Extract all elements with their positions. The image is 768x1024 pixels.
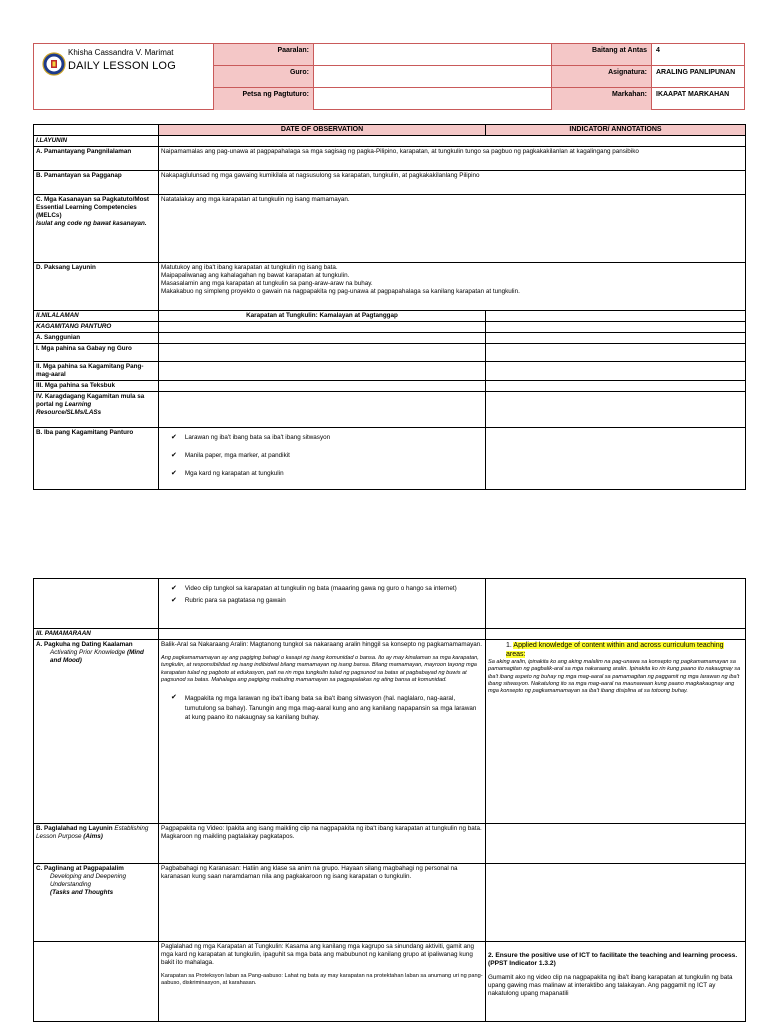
sanggunian-label: A. Sanggunian — [34, 333, 159, 344]
col-indicator-header: INDICATOR/ ANNOTATIONS — [486, 125, 746, 136]
melc-text: Natatalakay ang mga karapatan at tungkulin ng isang mamamayan. — [159, 195, 746, 263]
list-item: ✔ Rubric para sa pagtatasa ng gawain — [171, 597, 286, 604]
teksbuk-label: III. Mga pahina sa Teksbuk — [34, 381, 159, 392]
checkmark-icon: ✔ — [171, 452, 177, 459]
baitang-label: Baitang at Antas — [552, 44, 652, 66]
lesson-table-page1 — [33, 124, 746, 490]
empty-cell — [486, 824, 746, 864]
empty-cell — [159, 381, 486, 392]
empty-cell — [486, 428, 746, 490]
deped-logo — [42, 52, 66, 76]
melc-label-cell — [34, 195, 159, 263]
pamantayang-pangnilalaman-label: A. Pamantayang Pangnilalaman — [34, 147, 159, 171]
proteksyon-text: Karapatan sa Proteksyon laban sa Pang-aabuso: Lahat ng bata ay may karapatan na protektahan laban sa anumang uri ng pang-aabuso, diskriminasyon, at karahasan. — [161, 973, 483, 987]
indicator-2-text: Gumamit ako ng video clip na nagpapakita ng iba't ibang karapatan at tungkulin ng bata upang gawing mas malinaw at interaktibo ang talakayan. Ang paggamit ng ICT ay nakatulong upang mapanatili — [488, 974, 733, 997]
karagdagan-label: IV. Karagdagang Kagamitan mula sa portal ng — [36, 393, 145, 408]
kagamitan-mag-aaral-label: II. Mga pahina sa Kagamitang Pang-mag-aaral — [34, 362, 159, 381]
checkmark-icon: ✔ — [171, 585, 177, 592]
layunin-heading: I.LAYUNIN — [34, 136, 159, 147]
karagdagan-label-italic: Learning Resource/SLMs/LASs — [36, 401, 102, 416]
pagkuha-label: A. Pagkuha ng Dating Kaalaman — [36, 641, 133, 648]
paaralan-value[interactable] — [314, 44, 552, 66]
checkmark-icon: ✔ — [171, 434, 177, 441]
empty-cell — [486, 362, 746, 381]
pagkuha-label-mind: (Mind and Mood) — [50, 649, 144, 664]
petsa-label: Petsa ng Pagtuturo: — [214, 88, 314, 110]
iba-kagamitan-cell — [159, 428, 486, 490]
gabay-label: I. Mga pahina sa Gabay ng Guro — [34, 344, 159, 362]
empty-cell — [486, 864, 746, 942]
indicator-1-number: 1. — [506, 642, 512, 649]
empty-cell — [159, 333, 486, 344]
paglinang-label-cell — [34, 864, 159, 942]
col-date-header: DATE OF OBSERVATION — [159, 125, 486, 136]
petsa-value[interactable] — [314, 88, 552, 110]
paaralan-label: Paaralan: — [214, 44, 314, 66]
list-item: ✔ Video clip tungkol sa karapatan at tungkulin ng bata (maaaring gawa ng guro o hango sa internet) — [171, 585, 457, 592]
asignatura-value[interactable]: ARALING PANLIPUNAN — [652, 66, 745, 88]
iba-kagamitan-label: B. Iba pang Kagamitang Panturo — [34, 428, 159, 490]
paglalahad-label: B. Paglalahad ng Layunin — [36, 825, 113, 832]
paglinang-label-tasks: (Tasks and Thoughts — [50, 889, 114, 896]
markahan-label: Markahan: — [552, 88, 652, 110]
empty-cell — [486, 629, 746, 640]
karagdagan-cell — [34, 392, 159, 428]
empty-cell — [159, 392, 486, 428]
empty-cell — [159, 362, 486, 381]
paglinang-label-italic: Developing and Deepening Understanding — [50, 873, 126, 888]
empty-cell — [486, 381, 746, 392]
markahan-value[interactable]: IKAAPAT MARKAHAN — [656, 91, 730, 98]
nilalaman-topic: Karapatan at Tungkulin: Kamalayan at Pagtanggap — [159, 311, 486, 322]
asignatura-label: Asignatura: — [552, 66, 652, 88]
paglinang-text: Pagbabahagi ng Karanasan: Hatiin ang klase sa anim na grupo. Hayaan silang magbahagi ng personal na karanasan kung saan naramdaman nila ang pagkakaroon ng isang karapatan o tungkulin. — [159, 864, 486, 942]
pamantayan-pagganap-text: Nakapaglulunsad ng mga gawaing kumikilala at nagsusulong sa karapatan, tungkulin, at pagkakakilanlang Pilipino — [159, 171, 746, 195]
checkmark-icon: ✔ — [171, 597, 177, 604]
indicator-1-text: Sa aking aralin, ipinakita ko ang aking malalim na pag-unawa sa konsepto ng pagkamamamayan sa pamamagitan ng pagbalik-aral sa mga nakaraang aralin. Ipinakita ko rin kung paano ito nakaugnay sa iba't ibang aspeto ng buhay ng mga mag-aaral sa pamamagitan ng paggamit ng mga larawan ng iba't ibang sitwasyon. Nakatulong ito sa mga mag-aaral na maunawaan kung paano magkakaugnay ang mga konsepto ng pagkamamamayan sa iba't ibang disiplina at sa totoong buhay. — [488, 659, 741, 695]
pagkuha-italic-text: Ang pagkamamamayan ay ang pagiging bahagi o kasapi ng isang komunidad o bansa. Ito ay may kinalaman sa mga karapatan, tungkulin, at responsibilidad ng isang indibidwal bilang mamamayan ng isang bansa. Bilang mamamayan, mayroon tayong mga karapatan tulad ng pagboto at edukasyon, pati na rin mga tungkulin tulad ng pagsunod sa batas at pagbabayad ng buwis at pagsunod sa batas. Mahalaga ang pagiging mabuting mamamayan sa pagpapalakas ng ating bansa at komunidad. — [161, 655, 479, 683]
paksang-layunin-line: Makakabuo ng simpleng proyekto o gawain na nagpapakita ng pag-unawa at pagpapahalaga sa kanilang karapatan at tungkulin. — [161, 288, 520, 295]
nilalaman-fill — [486, 311, 746, 322]
empty-cell — [486, 392, 746, 428]
kagamitan-heading: KAGAMITANG PANTURO — [34, 322, 159, 333]
paglalahad-label-italic: Establishing Lesson Purpose — [36, 825, 149, 840]
baitang-value[interactable]: 4 — [652, 44, 745, 66]
pamantayang-pangnilalaman-text: Naipamamalas ang pag-unawa at pagpapahalaga sa mga sagisag ng pagka-Pilipino, karapatan, at tungkulin tungo sa pagbuo ng pagkakakilanlan at kagalingang pansibiko — [159, 147, 746, 171]
pagkuha-content-cell — [159, 640, 486, 824]
page-title: DAILY LESSON LOG — [68, 60, 176, 72]
indicator-2-title: 2. Ensure the positive use of ICT to facilitate the teaching and learning process. (PPST Indicator 1.3.2) — [488, 952, 738, 967]
paksang-layunin-label: D. Paksang Layunin — [34, 263, 159, 311]
blank-header-cell — [34, 125, 159, 136]
empty-cell — [34, 942, 159, 1022]
layunin-heading-fill — [159, 136, 746, 147]
lesson-table-page2 — [33, 578, 746, 1022]
teacher-name: Khisha Cassandra V. Marimat — [68, 48, 174, 57]
pagkuha-label-cell — [34, 640, 159, 824]
empty-cell — [486, 333, 746, 344]
pamamaraan-heading: III. PAMAMARAAN — [34, 629, 159, 640]
melc-label: C. Mga Kasanayan sa Pagkatuto/Most Essential Learning Competencies (MELCs) — [36, 196, 150, 219]
paksang-layunin-line: Matutukoy ang iba't ibang karapatan at tungkulin ng isang bata. — [161, 264, 338, 271]
empty-cell — [486, 579, 746, 629]
header-title-cell — [34, 44, 214, 110]
list-item: ✔ Magpakita ng mga larawan ng iba't ibang bata sa iba't ibang sitwasyon (hal. naglalaro, nag-aaral, tumutulong sa bahay). Tanungin ang mga mag-aaral kung ano ang kanilang napapansin sa mga larawan at kung paano ito nakaugnay sa kanilang buhay. — [171, 694, 477, 722]
paglalahad-label-cell — [34, 824, 159, 864]
indicator-1-cell — [486, 640, 746, 824]
empty-cell — [159, 322, 486, 333]
empty-cell — [34, 579, 159, 629]
empty-cell — [486, 322, 746, 333]
pagkuha-text: Balik-Aral sa Nakaraang Aralin: Magtanong tungkol sa nakaraang aralin hinggil sa konsepto ng pagkamamamayan. — [161, 641, 482, 648]
guro-label: Guro: — [214, 66, 314, 88]
indicator-2-cell — [486, 942, 746, 1022]
list-item: ✔ Larawan ng iba't ibang bata sa iba't ibang sitwasyon — [171, 434, 331, 441]
paksang-layunin-line: Maipapaliwanag ang kahalagahan ng bawat karapatan at tungkulin. — [161, 272, 350, 279]
paglalahad-karapatan-cell — [159, 942, 486, 1022]
empty-cell — [159, 344, 486, 362]
paglalahad-karapatan-text: Paglalahad ng mga Karapatan at Tungkulin: Kasama ang kanilang mga kagrupo sa sinundang aktiviti, gamit ang mga kard ng karapatan at tungkulin, ipaguhit sa mga bata ang mabubunot ng kanilang grupo at ipaliwanag kung bakit ito mahalaga. — [161, 943, 474, 966]
paglinang-label: C. Paglinang at Pagpapalalim — [36, 865, 124, 872]
paglalahad-label-aims: (Aims) — [83, 833, 103, 840]
nilalaman-heading: II.NILALAMAN — [34, 311, 159, 322]
empty-cell — [159, 629, 486, 640]
melc-note: Isulat ang code ng bawat kasanayan. — [36, 220, 147, 227]
header-box — [33, 43, 745, 110]
pagkuha-label-italic: Activating Prior Knowledge — [50, 649, 126, 656]
guro-value[interactable] — [314, 66, 552, 88]
materials-continued-cell — [159, 579, 486, 629]
checkmark-icon: ✔ — [171, 694, 177, 702]
paksang-layunin-cell — [159, 263, 746, 311]
list-item: ✔ Manila paper, mga marker, at pandikit — [171, 452, 290, 459]
indicator-1-title-row — [488, 641, 743, 659]
paksang-layunin-line: Masasalamin ang mga karapatan at tungkulin sa pang-araw-araw na buhay. — [161, 280, 373, 287]
paglalahad-text: Pagpapakita ng Video: Ipakita ang isang maikling clip na nagpapakita ng iba't ibang karapatan at tungkulin ng bata. Magkaroon ng maikling pagtalakay pagkatapos. — [159, 824, 486, 864]
checkmark-icon: ✔ — [171, 470, 177, 477]
list-item: ✔ Mga kard ng karapatan at tungkulin — [171, 470, 284, 477]
pamantayan-pagganap-label: B. Pamantayan sa Pagganap — [34, 171, 159, 195]
indicator-1-title: Applied knowledge of content within and across curriculum teaching areas: — [506, 642, 724, 658]
empty-cell — [486, 344, 746, 362]
